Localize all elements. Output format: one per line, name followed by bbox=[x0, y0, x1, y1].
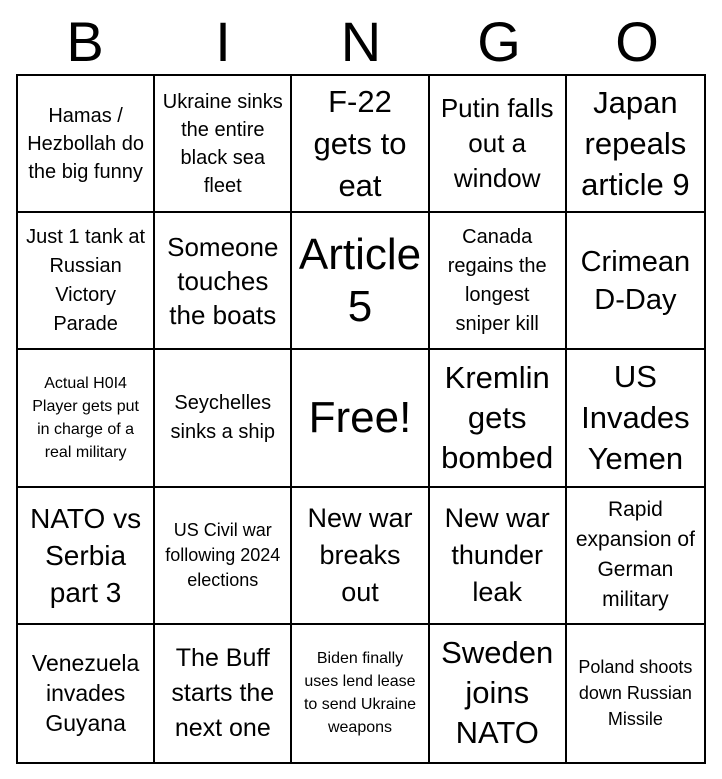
bingo-cell[interactable] bbox=[155, 76, 292, 213]
bingo-grid bbox=[16, 74, 706, 764]
bingo-cell[interactable] bbox=[567, 488, 704, 625]
bingo-cell-text: US Civil war following 2024 elections bbox=[165, 519, 281, 590]
bingo-cell-text: Sweden joins NATO bbox=[441, 635, 554, 751]
bingo-cell-text: Venezuela invades Guyana bbox=[31, 650, 140, 737]
bingo-cell-text: New war thunder leak bbox=[444, 502, 550, 607]
bingo-cell[interactable] bbox=[155, 213, 292, 350]
bingo-cell[interactable] bbox=[292, 625, 429, 762]
header-letter-o: O bbox=[615, 10, 659, 73]
bingo-cell-text: Poland shoots down Russian Missile bbox=[578, 657, 693, 730]
bingo-cell[interactable] bbox=[18, 76, 155, 213]
bingo-cell[interactable] bbox=[430, 488, 567, 625]
header-letter-i: I bbox=[215, 10, 231, 73]
bingo-cell-text: The Buff starts the next one bbox=[171, 643, 275, 742]
header-letter-b: B bbox=[66, 10, 104, 73]
bingo-cell-text: Canada regains the longest sniper kill bbox=[447, 225, 547, 335]
bingo-cell[interactable] bbox=[18, 488, 155, 625]
bingo-cell[interactable] bbox=[18, 213, 155, 350]
bingo-cell[interactable] bbox=[155, 488, 292, 625]
bingo-cell-text: Kremlin gets bombed bbox=[441, 359, 554, 475]
header-letter-n: N bbox=[340, 10, 382, 73]
header-letter-g: G bbox=[477, 10, 521, 73]
bingo-cell[interactable] bbox=[567, 625, 704, 762]
bingo-cell-text: Someone touches the boats bbox=[167, 231, 279, 330]
bingo-cell-text: F-22 gets to eat bbox=[313, 83, 407, 203]
bingo-cell[interactable] bbox=[292, 350, 429, 487]
bingo-cell-text: Just 1 tank at Russian Victory Parade bbox=[26, 225, 146, 335]
bingo-cell-text: Hamas / Hezbollah do the big funny bbox=[27, 104, 144, 183]
bingo-cell[interactable] bbox=[430, 350, 567, 487]
bingo-cell-text: Article 5 bbox=[298, 229, 422, 331]
bingo-header bbox=[16, 0, 706, 74]
bingo-cell-text: Ukraine sinks the entire black sea fleet bbox=[162, 90, 283, 197]
bingo-cell[interactable] bbox=[567, 76, 704, 213]
bingo-cell-text: Putin falls out a window bbox=[440, 93, 554, 194]
bingo-cell-text: US Invades Yemen bbox=[581, 359, 690, 477]
bingo-cell[interactable] bbox=[155, 350, 292, 487]
bingo-cell[interactable] bbox=[292, 488, 429, 625]
bingo-cell-text: Free! bbox=[308, 392, 412, 442]
bingo-cell-text: Japan repeals article 9 bbox=[581, 85, 690, 203]
bingo-cell[interactable] bbox=[292, 76, 429, 213]
bingo-cell[interactable] bbox=[18, 350, 155, 487]
bingo-cell[interactable] bbox=[292, 213, 429, 350]
bingo-cell[interactable] bbox=[430, 625, 567, 762]
bingo-cell[interactable] bbox=[567, 350, 704, 487]
bingo-cell-text: NATO vs Serbia part 3 bbox=[30, 502, 142, 608]
bingo-cell[interactable] bbox=[430, 213, 567, 350]
bingo-cell-text: Crimean D-Day bbox=[580, 245, 691, 316]
bingo-cell-text: New war breaks out bbox=[307, 502, 413, 607]
bingo-cell[interactable] bbox=[430, 76, 567, 213]
bingo-cell[interactable] bbox=[567, 213, 704, 350]
bingo-cell[interactable] bbox=[155, 625, 292, 762]
bingo-cell-text: Rapid expansion of German military bbox=[575, 498, 695, 612]
bingo-cell-text: Seychelles sinks a ship bbox=[170, 391, 276, 443]
bingo-cell-text: Actual H0I4 Player gets put in charge of a real military bbox=[32, 374, 139, 461]
bingo-cell-text: Biden finally uses lend lease to send Ukraine weapons bbox=[303, 650, 417, 737]
bingo-cell[interactable] bbox=[18, 625, 155, 762]
